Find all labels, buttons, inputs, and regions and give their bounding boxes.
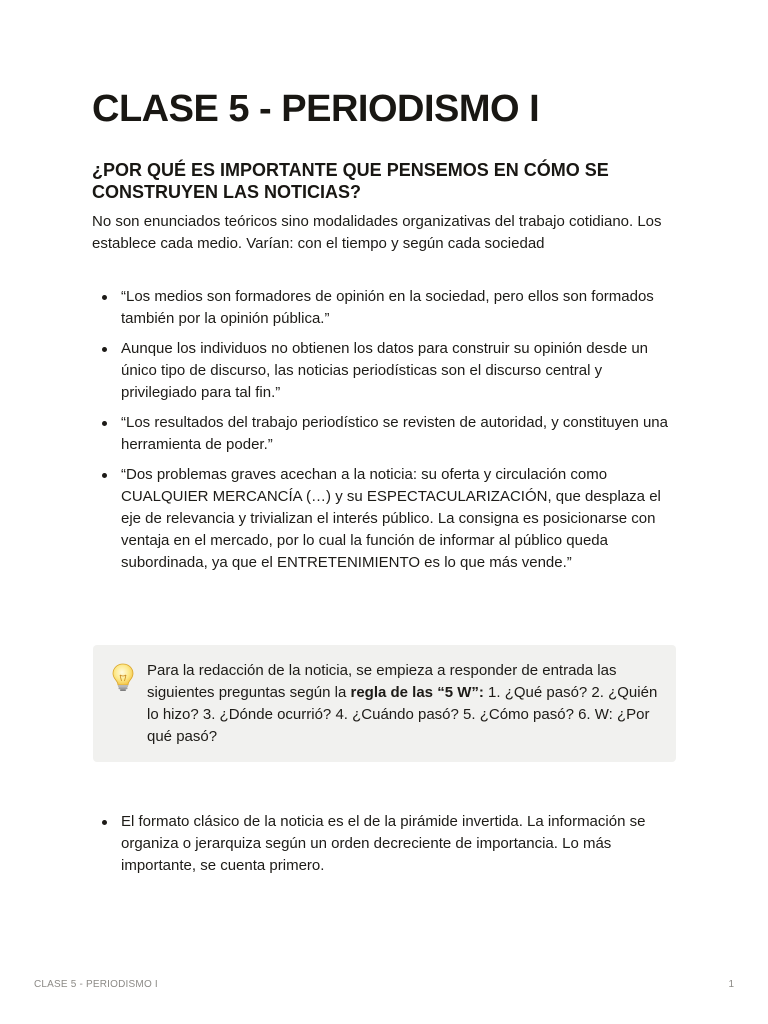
page-title: CLASE 5 - PERIODISMO I [92,88,540,130]
list-item-text: “Los resultados del trabajo periodístico se revisten de autoridad, y constituyen una herramienta de poder.” [121,414,668,453]
page-number: 1 [728,979,734,990]
callout-text [147,660,665,748]
callout-text-end: 1. ¿Qué pasó? 2. ¿Quién lo hizo? 3. ¿Dónde ocurrió? 4. ¿Cuándo pasó? 5. ¿Cómo pasó? 6. W: ¿Por qué pasó? [147,684,658,745]
list-item [92,811,676,877]
list-item [92,464,676,574]
quote-list [92,286,676,582]
bullet-icon [102,473,107,478]
list-item-text: Aunque los individuos no obtienen los datos para construir su opinión desde un único tipo de discurso, las noticias periodísticas son el discurso central y privilegiado para tal fin.” [121,340,649,401]
callout-text-bold: regla de las “5 W”: [350,684,484,701]
callout-box [93,645,676,762]
section-heading: ¿POR QUÉ ES IMPORTANTE QUE PENSEMOS EN CÓMO SE CONSTRUYEN LAS NOTICIAS? [92,160,609,202]
list-item-text: “Los medios son formadores de opinión en la sociedad, pero ellos son formados también por la opinión pública.” [121,288,654,327]
bullet-icon [102,347,107,352]
intro-paragraph: No son enunciados teóricos sino modalidades organizativas del trabajo cotidiano. Los establece cada medio. Varían: con el tiempo y según cada sociedad [92,213,662,252]
footer-title: CLASE 5 - PERIODISMO I [34,979,158,990]
bullet-icon [102,820,107,825]
list-item [92,412,676,456]
bullet-icon [102,421,107,426]
lightbulb-icon [110,662,136,692]
callout-text-start: Para la redacción de la noticia, se empieza a responder de entrada las siguientes preguntas según la [147,662,617,701]
list-item-text: El formato clásico de la noticia es el de la pirámide invertida. La información se organiza o jerarquiza según un orden decreciente de importancia. Lo más importante, se cuenta primero. [121,813,646,874]
list-item [92,286,676,330]
bullet-icon [102,295,107,300]
format-list [92,811,676,885]
list-item [92,338,676,404]
list-item-text: “Dos problemas graves acechan a la noticia: su oferta y circulación como CUALQUIER MERCANCÍA (…) y su ESPECTACULARIZACIÓN, que desplaza el eje de relevancia y trivializan el interés público. La consigna es posicionarse con ventaja en el mercado, por lo cual la función de informar al público queda subordinada, ya que el ENTRETENIMIENTO es lo que más vende.” [121,466,661,571]
